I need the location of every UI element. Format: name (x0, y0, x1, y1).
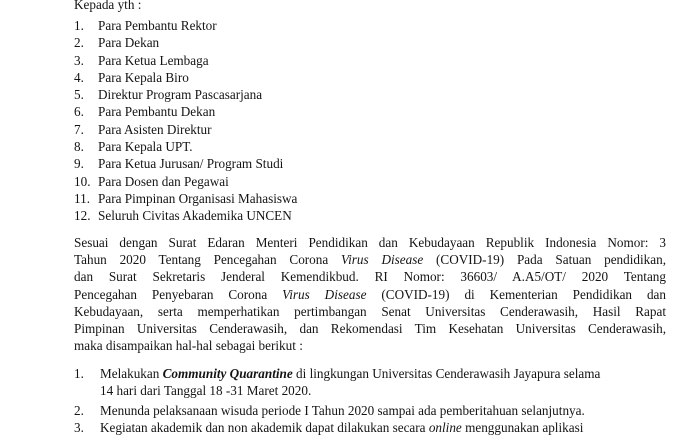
greeting: Kepada yth : (74, 0, 142, 12)
paragraph-line: maka disampaikan hal-hal sebagai berikut : (74, 338, 303, 354)
list-item: 7. Para Asisten Direktur (74, 121, 212, 137)
list-item: 3. Kegiatan akademik dan non akademik dapat dilakukan secara online menggunakan aplikasi (74, 420, 584, 436)
paragraph-line: Pimpinan Universitas Cenderawasih, dan Rekomendasi Tim Kesehatan Universitas Cenderawasih, (74, 321, 666, 337)
list-item: 1. Melakukan Community Quarantine di lingkungan Universitas Cenderawasih Jayapura selama 14 hari dari Tanggal 18 -31 Maret 2020. (74, 366, 601, 399)
paragraph-line: dan Surat Sekretaris Jenderal Kemendikbud. RI Nomor: 36603/ A.A5/OT/ 2020 Tentang (74, 269, 666, 285)
paragraph-line: Pencegahan Penyebaran Corona Virus Disease (COVID-19) di Kementerian Pendidikan dan (74, 286, 666, 302)
list-item: 8. Para Kepala UPT. (74, 139, 193, 155)
list-item: 2. Para Dekan (74, 35, 160, 51)
body-paragraph (74, 234, 666, 354)
recipient-list (74, 17, 297, 225)
list-item: 1. Para Pembantu Rektor (74, 18, 217, 33)
paragraph-line: Tahun 2020 Tentang Pencegahan Corona Virus Disease (COVID-19) Pada Satuan pendidikan, (74, 252, 666, 268)
paragraph-line: Kebudayaan, serta memperhatikan pertimbangan Senat Universitas Cenderawasih, Hasil Rapat (74, 303, 666, 319)
list-item: 11. Para Pimpinan Organisasi Mahasiswa (74, 190, 298, 206)
list-item: 10. Para Dosen dan Pegawai (74, 173, 229, 189)
list-item: 9. Para Ketua Jurusan/ Program Studi (74, 156, 284, 172)
list-item: 2. Menunda pelaksanaan wisuda periode I Tahun 2020 sampai ada pemberitahuan selanjutnya. (74, 402, 585, 418)
list-item: 12. Seluruh Civitas Akademika UNCEN (74, 208, 292, 224)
list-item: 4. Para Kepala Biro (74, 69, 189, 85)
list-item: 3. Para Ketua Lembaga (74, 52, 209, 68)
decision-list (74, 365, 674, 437)
list-item: 6. Para Pembantu Dekan (74, 104, 216, 120)
paragraph-line: Sesuai dengan Surat Edaran Menteri Pendidikan dan Kebudayaan Republik Indonesia Nomor: 3 (74, 235, 666, 250)
list-item: 5. Direktur Program Pascasarjana (74, 87, 263, 103)
